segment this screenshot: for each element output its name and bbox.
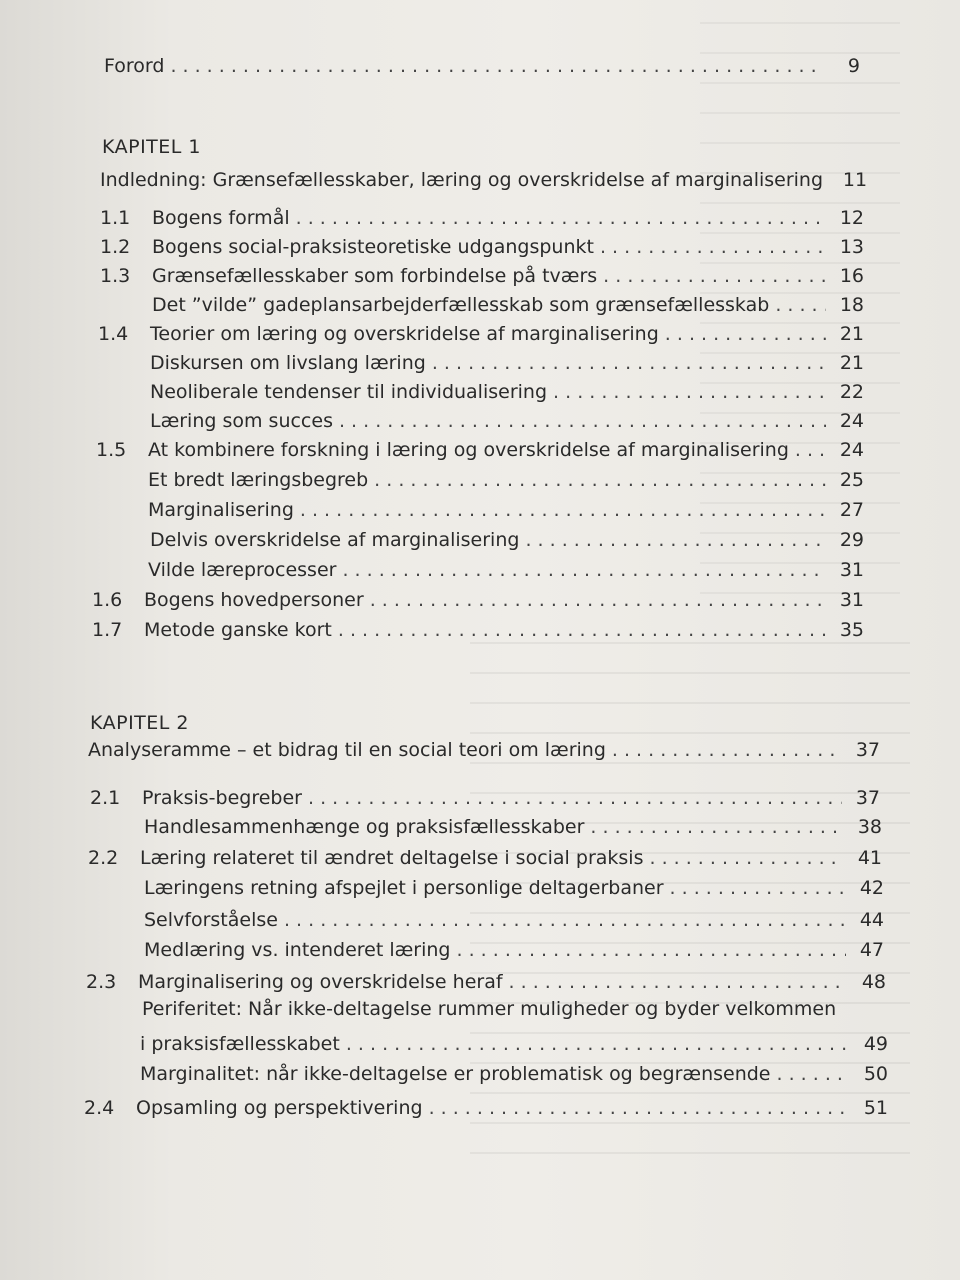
leader-dots (342, 558, 826, 582)
leader-dots (775, 293, 826, 317)
leader-dots (665, 322, 826, 346)
toc-entry-title: Marginalisering og overskridelse heraf (138, 971, 503, 993)
leader-dots (590, 815, 844, 839)
toc-entry (100, 293, 864, 317)
leader-dots (170, 54, 822, 78)
toc-entry-page: 22 (839, 381, 864, 403)
toc-entry (92, 618, 864, 642)
toc-entry-title: Marginalitet: når ikke-deltagelse er problematisk og begrænsende (140, 1063, 771, 1085)
toc-entry (98, 351, 864, 375)
toc-entry-page: 11 (842, 169, 868, 191)
toc-entry-title: Diskursen om livslang læring (150, 352, 426, 374)
toc-entry-page: 13 (839, 236, 864, 258)
toc-entry-page: 24 (839, 410, 864, 432)
toc-entry (96, 438, 864, 462)
toc-entry-title: Delvis overskridelse af marginalisering (150, 529, 520, 551)
leader-dots (339, 409, 826, 433)
toc-entry-title: Praksis-begreber (142, 787, 302, 809)
toc-entry (92, 815, 882, 839)
toc-entry-title: At kombinere forskning i læring og overskridelse af marginalisering (148, 439, 789, 461)
toc-entry-page: 37 (855, 739, 880, 761)
chapter-intro (88, 738, 880, 762)
toc-entry-page: 42 (859, 877, 884, 899)
leader-dots (308, 786, 842, 810)
leader-dots (600, 235, 826, 259)
toc-entry-page: 16 (839, 265, 864, 287)
toc-entry-page: 25 (839, 469, 864, 491)
toc-entry (86, 970, 886, 994)
leader-dots (296, 206, 826, 230)
section-number: 1.3 (100, 265, 131, 287)
leader-dots (300, 498, 826, 522)
toc-entry (88, 846, 882, 870)
toc-entry-title-line: Periferitet: Når ikke-deltagelse rummer muligheder og byder velkommen (142, 998, 837, 1020)
toc-entry (96, 558, 864, 582)
section-number: 2.4 (84, 1097, 115, 1119)
toc-entry (98, 322, 864, 346)
leader-dots (509, 970, 848, 994)
toc-entry (92, 876, 884, 900)
section-number: 1.6 (92, 589, 123, 611)
toc-entry-title: i praksisfællesskabet (140, 1033, 340, 1055)
toc-entry-title: Marginalisering (148, 499, 294, 521)
toc-entry-title: Indledning: Grænsefællesskaber, læring og overskridelse af marginalisering (100, 169, 824, 191)
toc-entry-title: Bogens formål (152, 207, 290, 229)
toc-entry-page: 29 (839, 529, 864, 551)
leader-dots (795, 438, 826, 462)
toc-entry (100, 206, 864, 230)
section-number: 1.2 (100, 236, 131, 258)
toc-entry-title: Det ”vilde” gadeplansarbejderfællesskab som grænsefællesskab (152, 294, 770, 316)
leader-dots (525, 528, 826, 552)
leader-dots (457, 938, 847, 962)
toc-entry (90, 786, 880, 810)
toc-entry-page: 31 (839, 589, 864, 611)
toc-entry-title: Neoliberale tendenser til individualisering (150, 381, 548, 403)
toc-entry-title: Et bredt læringsbegreb (148, 469, 369, 491)
leader-dots (284, 908, 846, 932)
toc-entry-page: 27 (839, 499, 864, 521)
toc-entry (92, 588, 864, 612)
toc-entry (98, 528, 864, 552)
chapter-intro (100, 168, 868, 192)
toc-entry (84, 1096, 888, 1120)
toc-entry (98, 380, 864, 404)
toc-entry-page: 12 (839, 207, 864, 229)
toc-entry-title: Metode ganske kort (144, 619, 332, 641)
leader-dots (670, 876, 846, 900)
toc-entry-forord (104, 54, 860, 78)
toc-entry-title: Opsamling og perspektivering (136, 1097, 423, 1119)
toc-entry-page: 9 (847, 55, 860, 77)
toc-entry-title: Selvforståelse (144, 909, 278, 931)
toc-entry-title: Vilde læreprocesser (148, 559, 337, 581)
section-number: 1.7 (92, 619, 123, 641)
toc-entry (96, 498, 864, 522)
toc-entry (92, 938, 884, 962)
toc-entry-title: Læringens retning afspejlet i personlige deltagerbaner (144, 877, 664, 899)
toc-entry-title: Handlesammenhænge og praksisfællesskaber (144, 816, 585, 838)
leader-dots (649, 846, 844, 870)
toc-entry-page: 50 (863, 1063, 888, 1085)
toc-entry-page: 24 (839, 439, 864, 461)
toc-entry (98, 409, 864, 433)
toc-entry-title: Teorier om læring og overskridelse af marginalisering (150, 323, 659, 345)
toc-entry-page: 18 (839, 294, 864, 316)
toc-entry-page: 21 (839, 352, 864, 374)
toc-entry-page: 38 (857, 816, 882, 838)
toc-entry-page: 49 (863, 1033, 888, 1055)
section-number: 2.3 (86, 971, 117, 993)
section-number: 2.1 (90, 787, 121, 809)
toc-entry (96, 468, 864, 492)
toc-entry-page: 35 (839, 619, 864, 641)
toc-entry-title: Læring relateret til ændret deltagelse i social praksis (140, 847, 644, 869)
section-number: 2.2 (88, 847, 119, 869)
leader-dots (612, 738, 842, 762)
section-number: 1.1 (100, 207, 131, 229)
leader-dots (603, 264, 826, 288)
toc-entry-title: Medlæring vs. intenderet læring (144, 939, 451, 961)
leader-dots (346, 1032, 850, 1056)
leader-dots (374, 468, 826, 492)
toc-entry (92, 908, 884, 932)
leader-dots (432, 351, 826, 375)
section-number: 1.5 (96, 439, 127, 461)
leader-dots (370, 588, 826, 612)
toc-entry-page: 48 (861, 971, 886, 993)
toc-entry (88, 1032, 888, 1056)
leader-dots (338, 618, 826, 642)
toc-entry-title: Bogens social-praksisteoretiske udgangspunkt (152, 236, 594, 258)
toc-entry-page: 37 (855, 787, 880, 809)
leader-dots (777, 1062, 851, 1086)
toc-entry-title: Forord (104, 55, 165, 77)
toc-entry-page: 21 (839, 323, 864, 345)
leader-dots (553, 380, 826, 404)
leader-dots (429, 1096, 850, 1120)
toc-entry-title: Læring som succes (150, 410, 333, 432)
toc-entry-title: Grænsefællesskaber som forbindelse på tværs (152, 265, 598, 287)
toc-entry (88, 1062, 888, 1086)
section-number: 1.4 (98, 323, 129, 345)
toc-entry-page: 47 (859, 939, 884, 961)
toc-entry-page: 31 (839, 559, 864, 581)
toc-entry-page: 41 (857, 847, 882, 869)
toc-entry-title: Bogens hovedpersoner (144, 589, 364, 611)
toc-entry (100, 235, 864, 259)
toc-entry-page: 51 (863, 1097, 888, 1119)
chapter-heading: KAPITEL 2 (90, 712, 190, 734)
toc-entry (100, 264, 864, 288)
toc-entry-page: 44 (859, 909, 884, 931)
toc-entry-title: Analyseramme – et bidrag til en social teori om læring (88, 739, 606, 761)
chapter-heading: KAPITEL 1 (102, 136, 202, 158)
